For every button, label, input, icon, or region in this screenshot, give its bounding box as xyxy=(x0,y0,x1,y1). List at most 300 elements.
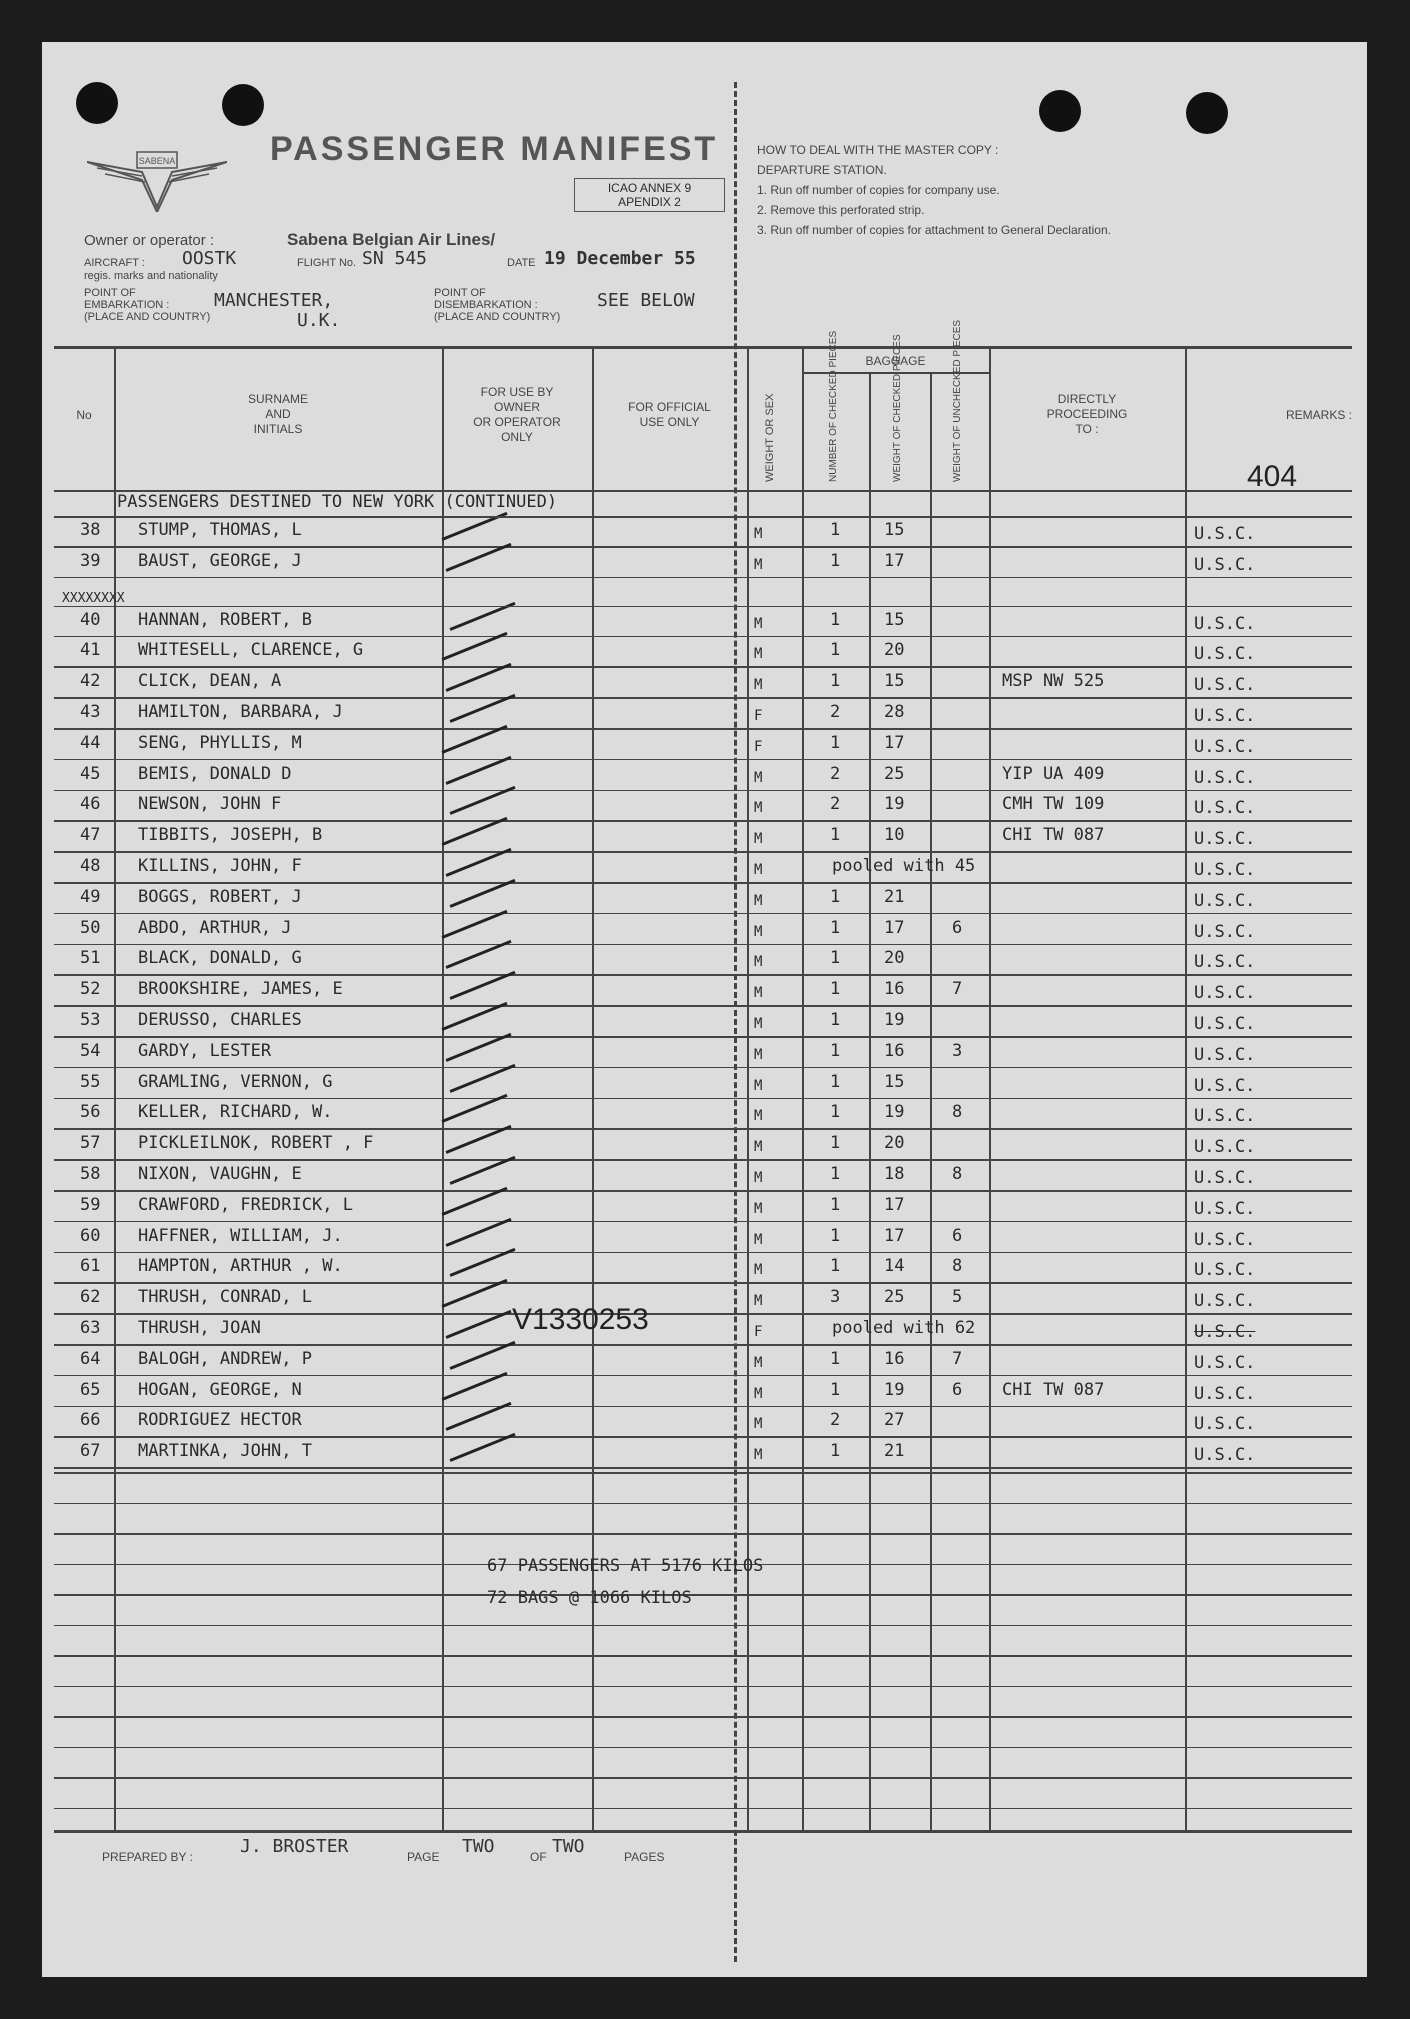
row-number: 64 xyxy=(80,1348,101,1369)
embark-label: POINT OF xyxy=(84,287,136,299)
remarks-value: U.S.C. xyxy=(1194,524,1256,544)
passenger-name: RODRIGUEZ HECTOR xyxy=(138,1410,302,1431)
weight-value: 17 xyxy=(884,917,905,938)
instruction-item: 3. Run off number of copies for attachment to General Declaration. xyxy=(757,223,1111,237)
row-number: 67 xyxy=(80,1441,101,1462)
unchecked-value: 8 xyxy=(952,1256,963,1277)
row-number: 38 xyxy=(80,520,101,540)
destination-value: MSP NW 525 xyxy=(1002,671,1105,692)
row-rule xyxy=(54,697,1352,699)
blank-row-rule xyxy=(54,1686,1352,1688)
passenger-name: BROOKSHIRE, JAMES, E xyxy=(138,979,343,1000)
col-header-line: TO : xyxy=(1075,422,1099,436)
totals-bags: 72 BAGS @ 1066 KILOS xyxy=(487,1588,692,1608)
row-number: 57 xyxy=(80,1133,101,1154)
row-rule xyxy=(54,851,1352,853)
row-number: 61 xyxy=(80,1256,101,1277)
col-header-line: OR OPERATOR xyxy=(473,415,561,429)
pieces-value: 1 xyxy=(830,1256,841,1277)
embark-label: (PLACE AND COUNTRY) xyxy=(84,311,211,323)
pieces-value: 1 xyxy=(830,609,841,630)
pieces-value: 1 xyxy=(830,917,841,938)
row-number: 62 xyxy=(80,1287,101,1308)
col-header-wt-checked: WEIGHT OF CHECKED PIECES xyxy=(892,334,903,482)
sex-value: M xyxy=(754,862,763,878)
weight-value: 19 xyxy=(884,794,905,815)
remarks-value: U.S.C. xyxy=(1194,1014,1256,1034)
row-rule xyxy=(54,1036,1352,1038)
row-rule xyxy=(54,546,1352,548)
pieces-value: 3 xyxy=(830,1287,841,1308)
passenger-name: NEWSON, JOHN F xyxy=(138,794,282,815)
row-rule xyxy=(54,1467,1352,1469)
embark-value: MANCHESTER, xyxy=(214,290,334,311)
sex-value: M xyxy=(754,800,763,817)
passenger-name: HAMPTON, ARTHUR , W. xyxy=(138,1256,343,1277)
section-rule xyxy=(54,516,1352,518)
punch-hole xyxy=(1039,90,1081,132)
blank-row-rule xyxy=(54,1777,1352,1779)
struck-row-rule xyxy=(54,606,1352,608)
unchecked-value: 6 xyxy=(952,1379,963,1400)
disembark-label: (PLACE AND COUNTRY) xyxy=(434,311,561,323)
row-rule xyxy=(54,1436,1352,1438)
icao-annex-box xyxy=(574,178,725,212)
pieces-value: 1 xyxy=(830,550,841,571)
passenger-name: PICKLEILNOK, ROBERT , F xyxy=(138,1133,374,1154)
remarks-value: U.S.C. xyxy=(1194,1044,1256,1065)
embark-label: EMBARKATION : xyxy=(84,299,170,311)
passenger-name: ABDO, ARTHUR, J xyxy=(138,917,292,938)
row-rule xyxy=(54,1282,1352,1284)
sex-value: M xyxy=(754,1447,763,1464)
weight-value: 15 xyxy=(884,609,905,630)
row-number: 60 xyxy=(80,1225,101,1246)
weight-value: 17 xyxy=(884,1194,905,1215)
destination-value: CMH TW 109 xyxy=(1002,794,1105,815)
pieces-value: 1 xyxy=(830,671,841,692)
section-heading: PASSENGERS DESTINED TO NEW YORK (CONTINUED) xyxy=(117,492,558,512)
pieces-value: 1 xyxy=(830,1071,841,1092)
col-header-official xyxy=(592,400,747,430)
unchecked-value: 5 xyxy=(952,1287,963,1308)
blank-row-rule xyxy=(54,1503,1352,1505)
passenger-name: NIXON, VAUGHN, E xyxy=(138,1164,302,1184)
passenger-name: MARTINKA, JOHN, T xyxy=(138,1441,312,1462)
punch-hole xyxy=(222,84,264,126)
pieces-value: 1 xyxy=(830,732,841,753)
prepared-by-value: J. BROSTER xyxy=(240,1836,349,1857)
row-rule xyxy=(54,882,1352,884)
remarks-value: U.S.C. xyxy=(1194,1322,1256,1342)
blank-row-rule xyxy=(54,1655,1352,1657)
disembark-label: POINT OF xyxy=(434,287,486,299)
sex-value: M xyxy=(754,1108,763,1125)
ticket-number: V1330253 xyxy=(512,1303,649,1336)
pages-label: PAGES xyxy=(624,1850,665,1864)
col-header-line: FOR USE BY xyxy=(480,385,554,399)
weight-value: 17 xyxy=(884,1225,905,1246)
unchecked-value: 7 xyxy=(952,979,963,1000)
col-divider xyxy=(1185,349,1187,1830)
row-number: 63 xyxy=(80,1318,101,1338)
document-title: PASSENGER MANIFEST xyxy=(270,130,719,168)
col-divider xyxy=(747,349,749,1830)
punch-hole xyxy=(1186,92,1228,134)
pieces-value: 1 xyxy=(830,979,841,1000)
col-header-line: OWNER xyxy=(494,400,540,414)
page-value: TWO xyxy=(462,1836,495,1857)
remarks-value: U.S.C. xyxy=(1194,829,1256,850)
page-number-stamp: 404 xyxy=(1247,460,1298,493)
remarks-value: U.S.C. xyxy=(1194,767,1256,788)
row-number: 43 xyxy=(80,702,101,722)
sex-value: M xyxy=(754,1354,763,1371)
sex-value: M xyxy=(754,892,763,909)
remarks-value: U.S.C. xyxy=(1194,1075,1256,1096)
row-number: 40 xyxy=(80,609,101,630)
sex-value: M xyxy=(754,1293,763,1310)
blank-row-rule xyxy=(54,1472,1352,1474)
row-rule xyxy=(54,666,1352,668)
pooled-note: pooled with 45 xyxy=(832,856,976,876)
col-header-baggage: BAGGAGE xyxy=(865,354,926,368)
remarks-value: U.S.C. xyxy=(1194,1291,1256,1312)
aircraft-label: AIRCRAFT : xyxy=(84,257,145,269)
passenger-name: KILLINS, JOHN, F xyxy=(138,856,302,876)
remarks-value: U.S.C. xyxy=(1194,952,1256,973)
sex-value: M xyxy=(754,1016,763,1032)
sex-value: M xyxy=(754,985,763,1002)
remarks-value: U.S.C. xyxy=(1194,1445,1256,1466)
passenger-name: HOGAN, GEORGE, N xyxy=(138,1379,302,1400)
blank-row-rule xyxy=(54,1808,1352,1810)
passenger-name: BAUST, GEORGE, J xyxy=(138,550,302,571)
sex-value: M xyxy=(754,677,763,694)
flight-value: SN 545 xyxy=(362,248,428,269)
col-header-remarks: REMARKS : xyxy=(1285,408,1352,422)
row-number: 41 xyxy=(80,640,101,661)
row-rule xyxy=(54,1190,1352,1192)
page-label: PAGE xyxy=(407,1850,440,1864)
pieces-value: 1 xyxy=(830,1441,841,1462)
row-rule xyxy=(54,577,1352,579)
row-rule xyxy=(54,1375,1352,1377)
unchecked-value: 7 xyxy=(952,1348,963,1369)
row-number: 39 xyxy=(80,550,101,571)
footer-rule xyxy=(54,1830,1352,1833)
col-divider xyxy=(442,349,444,1830)
of-value: TWO xyxy=(552,1836,585,1857)
sex-value: M xyxy=(754,1262,763,1279)
flight-label: FLIGHT No. xyxy=(297,257,357,269)
remarks-value: U.S.C. xyxy=(1194,798,1256,819)
col-header-directly xyxy=(989,392,1185,437)
weight-value: 16 xyxy=(884,979,905,1000)
remarks-value: U.S.C. xyxy=(1194,736,1256,757)
pieces-value: 1 xyxy=(830,886,841,907)
blank-row-rule xyxy=(54,1747,1352,1749)
row-number: 65 xyxy=(80,1379,101,1400)
blank-row-rule xyxy=(54,1716,1352,1718)
row-number: 66 xyxy=(80,1410,101,1431)
disembark-label: DISEMBARKATION : xyxy=(434,299,538,311)
weight-value: 27 xyxy=(884,1410,905,1431)
unchecked-value: 6 xyxy=(952,1225,963,1246)
weight-value: 20 xyxy=(884,1133,905,1154)
row-rule xyxy=(54,1159,1352,1161)
totals-passengers: 67 PASSENGERS AT 5176 KILOS xyxy=(487,1556,764,1576)
col-header-num-checked: NUMBER OF CHECKED PIECES xyxy=(828,330,839,482)
row-rule xyxy=(54,636,1352,638)
col-header-wt-unchecked: WEIGHT OF UNCHECKED PIECES xyxy=(952,319,963,482)
pieces-value: 1 xyxy=(830,948,841,969)
remarks-value: U.S.C. xyxy=(1194,613,1256,634)
row-rule xyxy=(54,1344,1352,1346)
col-header-line: FOR OFFICIAL xyxy=(628,400,711,414)
weight-value: 21 xyxy=(884,886,905,907)
sex-value: M xyxy=(754,1200,763,1217)
sex-value: M xyxy=(754,1139,763,1156)
col-header-weight-sex: WEIGHT OR SEX xyxy=(764,393,776,482)
destination-value: CHI TW 087 xyxy=(1002,1379,1105,1400)
weight-value: 28 xyxy=(884,702,905,722)
sex-value: M xyxy=(754,615,763,632)
passenger-name: CLICK, DEAN, A xyxy=(138,671,282,692)
remarks-value: U.S.C. xyxy=(1194,1414,1256,1435)
pieces-value: 1 xyxy=(830,1194,841,1215)
sabena-logo xyxy=(87,132,227,212)
row-rule xyxy=(54,820,1352,822)
row-rule xyxy=(54,728,1352,730)
pieces-value: 2 xyxy=(830,702,841,722)
row-rule xyxy=(54,1005,1352,1007)
row-rule xyxy=(54,1098,1352,1100)
row-number: 53 xyxy=(80,1010,101,1030)
col-header-line: DIRECTLY xyxy=(1057,392,1117,406)
col-header-surname xyxy=(114,392,442,437)
owner-value: Sabena Belgian Air Lines/ xyxy=(287,230,496,249)
unchecked-value: 3 xyxy=(952,1040,963,1061)
col-header-no: No xyxy=(76,408,92,422)
remarks-value: U.S.C. xyxy=(1194,1168,1256,1188)
pieces-value: 1 xyxy=(830,1040,841,1061)
instruction-item: 1. Run off number of copies for company use. xyxy=(757,183,1000,197)
row-number: 51 xyxy=(80,948,101,969)
passenger-name: GARDY, LESTER xyxy=(138,1040,272,1061)
row-rule xyxy=(54,974,1352,976)
master-copy-instructions xyxy=(757,140,1111,240)
svg-text:SABENA: SABENA xyxy=(138,156,176,166)
row-number: 48 xyxy=(80,856,101,876)
remarks-value: U.S.C. xyxy=(1194,554,1256,575)
remarks-value: U.S.C. xyxy=(1194,1106,1256,1127)
weight-value: 25 xyxy=(884,1287,905,1308)
regis-label: regis. marks and nationality xyxy=(84,270,218,282)
sex-value: F xyxy=(754,738,763,755)
sex-value: F xyxy=(754,708,763,724)
prepared-by-label: PREPARED BY : xyxy=(102,1850,193,1864)
pooled-note: pooled with 62 xyxy=(832,1318,976,1338)
weight-value: 21 xyxy=(884,1441,905,1462)
annex-line: APENDIX 2 xyxy=(618,195,681,209)
remarks-value: U.S.C. xyxy=(1194,1383,1256,1404)
row-rule xyxy=(54,759,1352,761)
pieces-value: 1 xyxy=(830,1379,841,1400)
passenger-name: THRUSH, JOAN xyxy=(138,1318,261,1338)
passenger-name: BEMIS, DONALD D xyxy=(138,763,292,784)
annex-line: ICAO ANNEX 9 xyxy=(607,181,692,195)
col-divider xyxy=(989,349,991,1830)
instruction-item: 2. Remove this perforated strip. xyxy=(757,203,925,217)
instructions-heading: HOW TO DEAL WITH THE MASTER COPY : xyxy=(757,143,999,157)
perforation-line xyxy=(734,82,737,1962)
passenger-name: SENG, PHYLLIS, M xyxy=(138,732,302,753)
remarks-value: U.S.C. xyxy=(1194,1260,1256,1281)
weight-value: 14 xyxy=(884,1256,905,1277)
remarks-value: U.S.C. xyxy=(1194,1352,1256,1373)
pieces-value: 2 xyxy=(830,763,841,784)
weight-value: 15 xyxy=(884,671,905,692)
punch-hole xyxy=(76,82,118,124)
row-number: 45 xyxy=(80,763,101,784)
pieces-value: 1 xyxy=(830,1102,841,1123)
passenger-name: WHITESELL, CLARENCE, G xyxy=(138,640,364,661)
passenger-name: CRAWFORD, FREDRICK, L xyxy=(138,1194,353,1215)
unchecked-value: 8 xyxy=(952,1102,963,1123)
row-number: 59 xyxy=(80,1194,101,1215)
row-number: 50 xyxy=(80,917,101,938)
pieces-value: 1 xyxy=(830,640,841,661)
row-number: 55 xyxy=(80,1071,101,1092)
weight-value: 20 xyxy=(884,948,905,969)
owner-label: Owner or operator : xyxy=(84,232,215,249)
passenger-name: HANNAN, ROBERT, B xyxy=(138,609,312,630)
passenger-name: BLACK, DONALD, G xyxy=(138,948,302,969)
row-number: 46 xyxy=(80,794,101,815)
pieces-value: 1 xyxy=(830,520,841,540)
weight-value: 15 xyxy=(884,520,905,540)
row-rule xyxy=(54,1252,1352,1254)
col-header-line: AND xyxy=(265,407,291,421)
weight-value: 17 xyxy=(884,732,905,753)
row-number: 58 xyxy=(80,1164,101,1184)
sex-value: M xyxy=(754,1416,763,1433)
destination-value: YIP UA 409 xyxy=(1002,763,1105,784)
weight-value: 16 xyxy=(884,1040,905,1061)
pieces-value: 2 xyxy=(830,1410,841,1431)
sex-value: M xyxy=(754,1046,763,1063)
row-rule xyxy=(54,1406,1352,1408)
disembark-value: SEE BELOW xyxy=(597,290,695,311)
pieces-value: 1 xyxy=(830,1225,841,1246)
weight-value: 16 xyxy=(884,1348,905,1369)
col-header-line: ONLY xyxy=(501,430,533,444)
sex-value: M xyxy=(754,526,763,542)
sex-value: M xyxy=(754,954,763,971)
row-number: 47 xyxy=(80,825,101,846)
remarks-value: U.S.C. xyxy=(1194,675,1256,696)
passenger-name: BALOGH, ANDREW, P xyxy=(138,1348,312,1369)
remarks-value: U.S.C. xyxy=(1194,1198,1256,1219)
col-header-line: INITIALS xyxy=(253,422,303,436)
struck-entry: XXXXXXXX xyxy=(62,591,125,606)
passenger-name: TIBBITS, JOSEPH, B xyxy=(138,825,323,846)
row-number: 49 xyxy=(80,886,101,907)
remarks-value: U.S.C. xyxy=(1194,1137,1256,1158)
manifest-sheet xyxy=(42,42,1367,1977)
sex-value: M xyxy=(754,769,763,786)
date-value: 19 December 55 xyxy=(544,248,696,269)
pieces-value: 1 xyxy=(830,1348,841,1369)
remarks-value: U.S.C. xyxy=(1194,983,1256,1004)
pieces-value: 1 xyxy=(830,825,841,846)
row-number: 42 xyxy=(80,671,101,692)
row-number: 52 xyxy=(80,979,101,1000)
weight-value: 19 xyxy=(884,1102,905,1123)
row-rule xyxy=(54,913,1352,915)
sex-value: F xyxy=(754,1324,763,1340)
row-rule xyxy=(54,1128,1352,1130)
table-top-rule xyxy=(54,346,1352,349)
passenger-name: DERUSSO, CHARLES xyxy=(138,1010,302,1030)
passenger-name: GRAMLING, VERNON, G xyxy=(138,1071,333,1092)
remarks-value: U.S.C. xyxy=(1194,890,1256,911)
col-divider xyxy=(114,349,116,1830)
passenger-name: HAFFNER, WILLIAM, J. xyxy=(138,1225,343,1246)
col-divider xyxy=(930,372,932,1830)
passenger-name: STUMP, THOMAS, L xyxy=(138,520,302,540)
row-rule xyxy=(54,944,1352,946)
instructions-subheading: DEPARTURE STATION. xyxy=(757,163,887,177)
weight-value: 17 xyxy=(884,550,905,571)
col-divider xyxy=(802,349,804,1830)
blank-row-rule xyxy=(54,1594,1352,1596)
sex-value: M xyxy=(754,1385,763,1402)
sex-value: M xyxy=(754,646,763,663)
embark-value-country: U.K. xyxy=(297,310,341,331)
weight-value: 19 xyxy=(884,1010,905,1030)
pieces-value: 1 xyxy=(830,1164,841,1184)
sex-value: M xyxy=(754,1231,763,1248)
blank-row-rule xyxy=(54,1533,1352,1535)
col-header-owner-use xyxy=(442,385,592,445)
weight-value: 18 xyxy=(884,1164,905,1184)
sex-value: M xyxy=(754,923,763,940)
pieces-value: 1 xyxy=(830,1133,841,1154)
sex-value: M xyxy=(754,1170,763,1186)
row-number: 54 xyxy=(80,1040,101,1061)
row-rule xyxy=(54,1221,1352,1223)
remarks-value: U.S.C. xyxy=(1194,860,1256,880)
col-header-line: PROCEEDING xyxy=(1046,407,1128,421)
remarks-value: U.S.C. xyxy=(1194,921,1256,942)
weight-value: 19 xyxy=(884,1379,905,1400)
remarks-value: U.S.C. xyxy=(1194,1229,1256,1250)
passenger-name: BOGGS, ROBERT, J xyxy=(138,886,302,907)
unchecked-value: 6 xyxy=(952,917,963,938)
passenger-name: HAMILTON, BARBARA, J xyxy=(138,702,343,722)
date-label: DATE xyxy=(507,257,536,269)
sex-value: M xyxy=(754,831,763,848)
row-rule xyxy=(54,1067,1352,1069)
weight-value: 15 xyxy=(884,1071,905,1092)
passenger-name: KELLER, RICHARD, W. xyxy=(138,1102,333,1123)
row-number: 44 xyxy=(80,732,101,753)
remarks-value: U.S.C. xyxy=(1194,644,1256,665)
aircraft-value: OOSTK xyxy=(182,248,237,269)
row-rule xyxy=(54,790,1352,792)
